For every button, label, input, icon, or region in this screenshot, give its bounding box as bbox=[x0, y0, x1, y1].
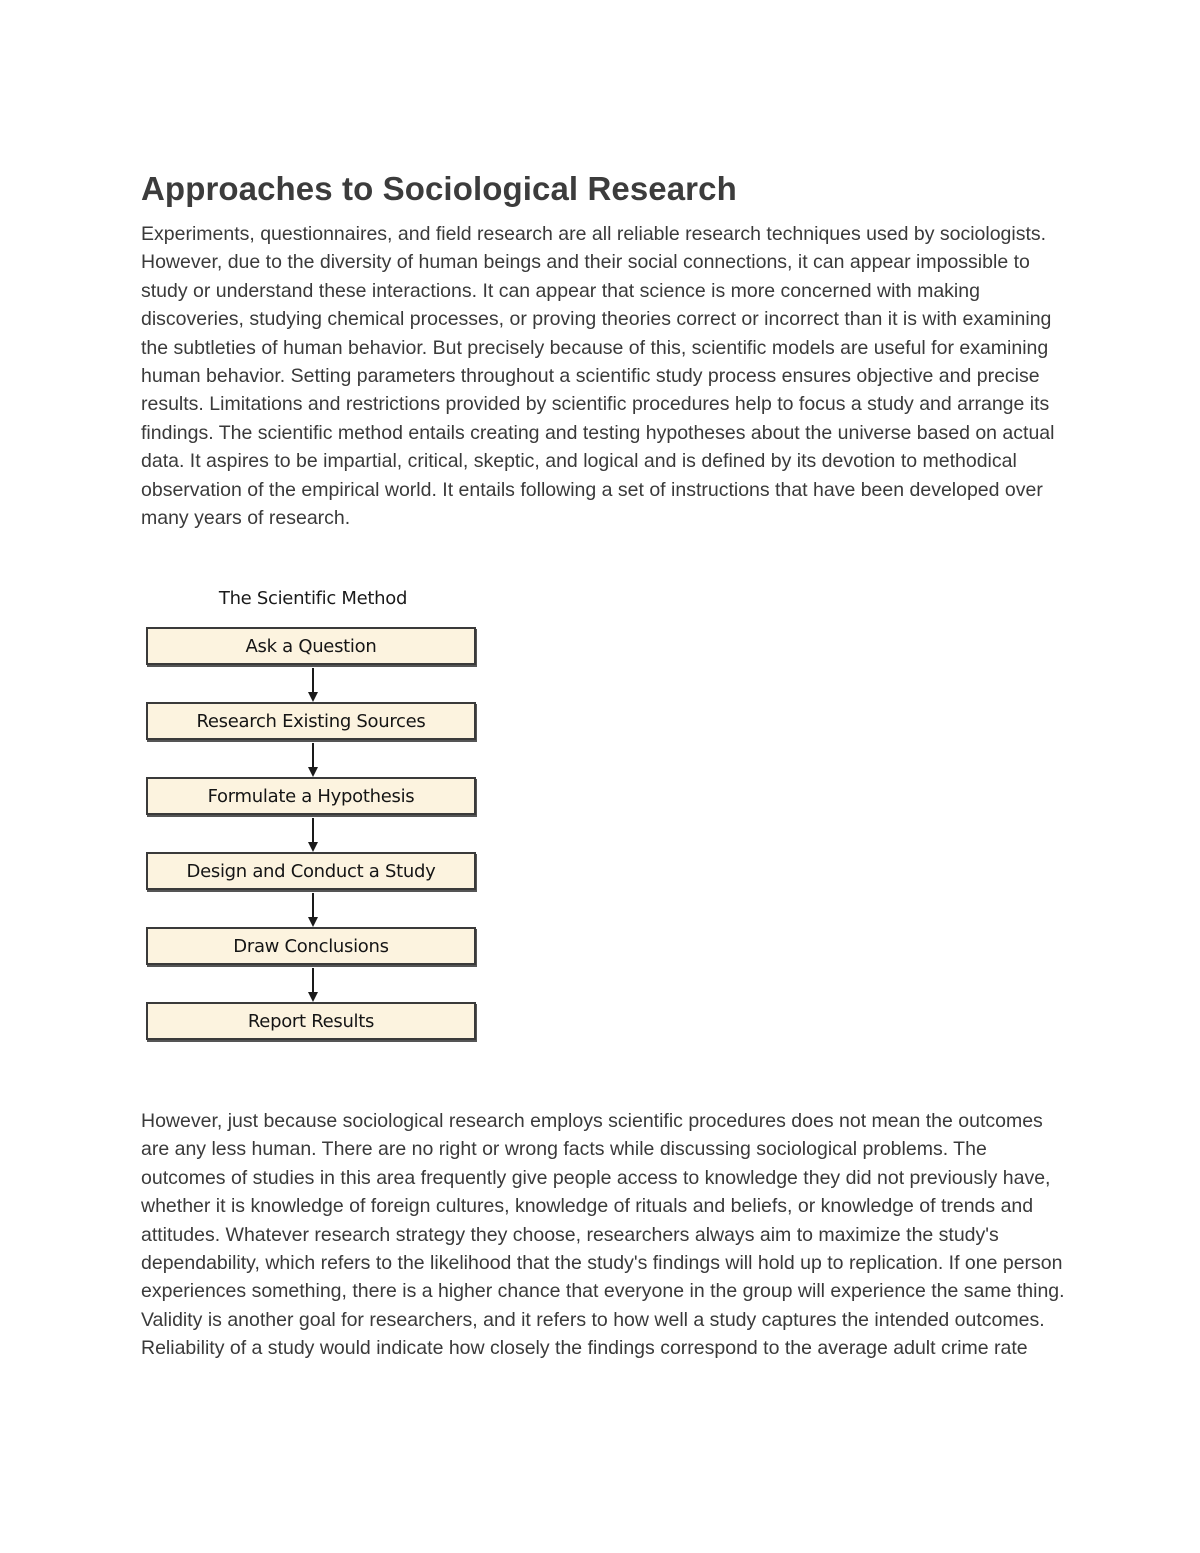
step-ask-question: Ask a Question bbox=[146, 627, 476, 665]
diagram-title: The Scientific Method bbox=[218, 588, 408, 609]
down-arrow-icon bbox=[309, 668, 317, 703]
down-arrow-icon bbox=[309, 818, 317, 853]
down-arrow-icon bbox=[309, 968, 317, 1003]
document-body bbox=[141, 168, 1066, 532]
paragraph-continued: However, just because sociological research employs scientific procedures does not mean the outcomes are any less human. There are no right or wrong facts while discussing sociological problems. The outcomes of studies in this area frequently give people access to knowledge they did not previously have, whether it is knowledge of foreign cultures, knowledge of rituals and beliefs, or knowledge of trends and attitudes. Whatever research strategy they choose, researchers always aim to maximize the study's dependability, which refers to the likelihood that the study's findings will hold up to replication. If one person experiences something, there is a higher chance that everyone in the group will experience the same thing. Validity is another goal for researchers, and it refers to how well a study captures the intended outcomes. Reliability of a study would indicate how closely the findings correspond to the average adult crime rate bbox=[141, 1110, 1065, 1360]
page-title: Approaches to Sociological Research bbox=[141, 170, 737, 207]
step-design-study: Design and Conduct a Study bbox=[146, 852, 476, 890]
step-formulate-hypothesis: Formulate a Hypothesis bbox=[146, 777, 476, 815]
paragraph-intro bbox=[141, 220, 1066, 532]
down-arrow-icon bbox=[309, 743, 317, 778]
scientific-method-diagram bbox=[145, 588, 481, 1048]
step-draw-conclusions: Draw Conclusions bbox=[146, 927, 476, 965]
step-research-sources: Research Existing Sources bbox=[146, 702, 476, 740]
down-arrow-icon bbox=[309, 893, 317, 928]
step-report-results: Report Results bbox=[146, 1002, 476, 1040]
paragraph-text: Experiments, questionnaires, and field research are all reliable research techniques used by sociologists. However, due to the diversity of human beings and their social connections, it can appear impossible to study or understand these interactions. It can appear that science is more concerned with making discoveries, studying chemical processes, or proving theories correct or incorrect than it is with examining the subtleties of human behavior. But precisely because of this, scientific models are useful for examining human behavior. Setting parameters throughout a scientific study process ensures objective and precise results. Limitations and restrictions provided by scientific procedures help to focus a study and arrange its findings. The scientific method entails creating and testing hypotheses about the universe based on actual data. It aspires to be impartial, critical, skeptic, and logical and is defined by its devotion to methodical observation of the empirical world. It entails following a set of instructions that have been developed over many years of research. bbox=[141, 223, 1055, 530]
